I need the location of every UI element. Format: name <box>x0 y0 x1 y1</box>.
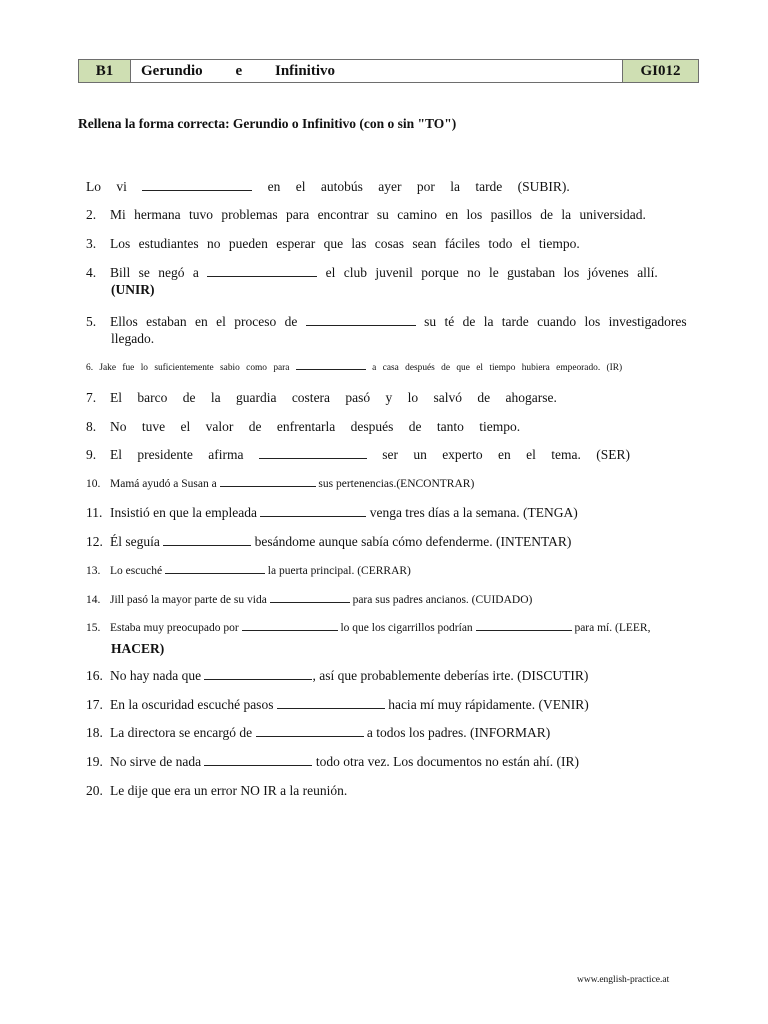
exercise-text: Bill se negó a <box>110 265 199 280</box>
exercise-text: El presidente afirma <box>110 447 244 462</box>
exercise-text: La directora se encargó de <box>110 725 253 740</box>
exercise-item <box>86 418 767 435</box>
exercise-number: 20. <box>86 783 103 798</box>
exercise-text: Ellos estaban en el proceso de <box>110 314 298 329</box>
exercise-number: 15. <box>86 622 101 634</box>
exercise-text: Mamá ayudó a Susan a <box>110 478 217 490</box>
exercise-item <box>86 782 767 799</box>
exercise-item <box>86 562 767 580</box>
answer-blank[interactable] <box>242 619 338 631</box>
exercise-text: No tuve el valor de enfrentarla después de tanto tiempo. <box>110 419 521 434</box>
exercise-text: llegado. <box>111 331 155 346</box>
answer-blank[interactable] <box>277 697 385 709</box>
level-cell: B1 <box>79 60 131 82</box>
exercise-item <box>86 264 767 298</box>
exercise-text: Jake fue lo suficientemente sabio como para <box>99 363 290 373</box>
exercise-item <box>86 696 767 713</box>
exercise-number: 8. <box>86 419 97 434</box>
code-cell: GI012 <box>623 60 698 82</box>
exercise-item <box>86 178 767 195</box>
exercise-item <box>86 475 767 493</box>
answer-blank[interactable] <box>260 505 366 517</box>
exercise-text: Estaba muy preocupado por <box>110 622 239 634</box>
exercise-item <box>86 389 767 406</box>
exercise-item <box>86 446 767 463</box>
answer-blank[interactable] <box>259 447 367 459</box>
answer-blank[interactable] <box>306 314 416 326</box>
exercise-item <box>86 619 767 657</box>
exercise-item <box>86 753 767 770</box>
exercise-text: No hay nada que <box>110 668 202 683</box>
exercise-item <box>86 235 767 252</box>
exercise-item <box>86 724 767 741</box>
exercise-hint: (UNIR) <box>111 282 155 297</box>
exercise-number: 2. <box>86 207 97 222</box>
exercise-number: 13. <box>86 565 101 577</box>
exercise-number: 7. <box>86 390 97 405</box>
exercise-text: , así que probablemente deberías irte. (DISCUTIR) <box>312 668 589 683</box>
exercise-text: la puerta principal. (CERRAR) <box>267 565 411 577</box>
exercise-number: 17. <box>86 697 103 712</box>
exercise-number: 5. <box>86 314 97 329</box>
exercise-text: besándome aunque sabía cómo defenderme. (INTENTAR) <box>254 534 572 549</box>
answer-blank[interactable] <box>142 179 252 191</box>
exercise-number: 18. <box>86 725 103 740</box>
exercise-number: 19. <box>86 754 103 769</box>
exercise-text: a casa después de que el tiempo hubiera empeorado. (IR) <box>372 363 623 373</box>
exercise-text: venga tres días a la semana. (TENGA) <box>369 505 578 520</box>
exercise-item <box>86 667 767 684</box>
exercise-text: En la oscuridad escuché pasos <box>110 697 274 712</box>
exercise-text: para sus padres ancianos. (CUIDADO) <box>352 594 533 606</box>
exercise-text: hacia mí muy rápidamente. (VENIR) <box>388 697 589 712</box>
exercise-item <box>86 533 767 550</box>
title-cell <box>131 60 623 82</box>
exercise-number: 14. <box>86 594 101 606</box>
answer-blank[interactable] <box>163 534 251 546</box>
exercise-text: su té de la tarde cuando los investigadores <box>424 314 687 329</box>
exercise-text: Jill pasó la mayor parte de su vida <box>110 594 267 606</box>
exercise-number: 16. <box>86 668 103 683</box>
exercise-text: el club juvenil porque no le gustaban los jóvenes allí. <box>325 265 658 280</box>
exercise-text: El barco de la guardia costera pasó y lo salvó de ahogarse. <box>110 390 557 405</box>
answer-blank[interactable] <box>296 361 366 370</box>
exercise-text: Mi hermana tuvo problemas para encontrar su camino en los pasillos de la universidad. <box>110 207 646 222</box>
exercise-number: 4. <box>86 265 97 280</box>
answer-blank[interactable] <box>207 265 317 277</box>
answer-blank[interactable] <box>204 668 312 680</box>
exercise-text: ser un experto en el tema. (SER) <box>382 447 631 462</box>
worksheet-header <box>78 59 699 83</box>
exercise-number: 10. <box>86 478 101 490</box>
exercise-item <box>86 313 767 347</box>
exercise-text: sus pertenencias.(ENCONTRAR) <box>318 478 475 490</box>
instruction: Rellena la forma correcta: Gerundio o Infinitivo (con o sin "TO") <box>78 116 457 131</box>
exercise-text: No sirve de nada <box>110 754 202 769</box>
exercise-number: 6. <box>86 363 94 373</box>
title-word: Infinitivo <box>274 62 335 79</box>
answer-blank[interactable] <box>256 725 364 737</box>
exercise-text: a todos los padres. (INFORMAR) <box>366 725 551 740</box>
footer-website: www.english-practice.at <box>577 975 670 985</box>
answer-blank[interactable] <box>204 754 312 766</box>
exercise-number: 9. <box>86 447 97 462</box>
title-word: Gerundio <box>141 62 203 79</box>
exercise-text: todo otra vez. Los documentos no están ahí. (IR) <box>315 754 580 769</box>
title-words <box>141 63 335 80</box>
exercise-text: Le dije que era un error NO IR a la reunión. <box>110 783 348 798</box>
exercise-number: 12. <box>86 534 103 549</box>
answer-blank[interactable] <box>476 619 572 631</box>
exercise-text: para mí. (LEER, <box>574 622 651 634</box>
answer-blank[interactable] <box>165 562 265 574</box>
title-word: e <box>235 62 243 79</box>
exercise-text: Él seguía <box>110 534 160 549</box>
exercise-text: Insistió en que la empleada <box>110 505 257 520</box>
answer-blank[interactable] <box>220 475 316 487</box>
exercise-text: Lo vi <box>86 179 127 194</box>
exercise-item <box>86 360 767 377</box>
answer-blank[interactable] <box>270 591 350 603</box>
exercise-text: Lo escuché <box>110 565 163 577</box>
exercise-hint: HACER) <box>111 641 165 656</box>
exercise-text: lo que los cigarrillos podrían <box>340 622 473 634</box>
exercise-item <box>86 504 767 521</box>
exercise-item <box>86 591 767 609</box>
exercise-text: en el autobús ayer por la tarde (SUBIR). <box>267 179 570 194</box>
exercise-text: Los estudiantes no pueden esperar que las cosas sean fáciles todo el tiempo. <box>110 236 580 251</box>
exercise-item <box>86 206 767 223</box>
exercise-number: 3. <box>86 236 97 251</box>
exercise-number: 11. <box>86 505 103 520</box>
